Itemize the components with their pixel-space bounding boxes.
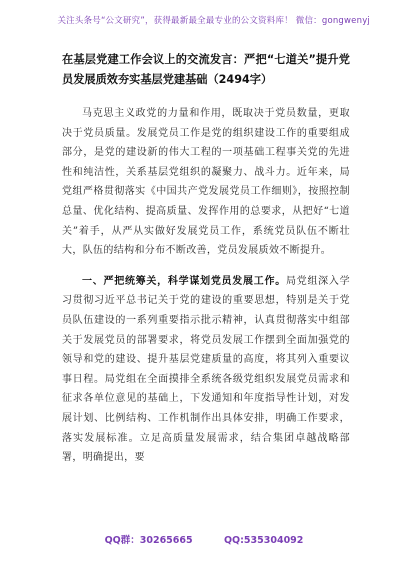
- document-body: [62, 50, 350, 479]
- section-1-body: 局党组深入学习贯彻习近平总书记关于党的建设的重要思想，特别是关于党员队伍建设的一系列重要指示批示精神，认真贯彻落实中组部关于发展党员的部署要求，将党员发展工作摆到全面加强党的领导和党的建设、提升基层党建质量的高度，将其列入重要议事日程。局党组在全面摸排全系统各级党组织发展党员需求和征求各单位意见的基础上，下发通知和年度指导性计划，对发展计划、比例结构、工作机制作出具体安排，明确工作要求，落实发展标准。立足高质量发展需求，结合集团卓越战略部署，明确提出，要: [62, 275, 350, 464]
- section-1-paragraph: [62, 272, 350, 468]
- footer-qq: QQ:535304092: [223, 535, 304, 546]
- footer-qq-group: QQ群：30265665: [104, 535, 193, 546]
- intro-paragraph: 马克思主义政党的力量和作用，既取决于党员数量，更取决于党员质量。发展党员工作是党的组织建设工作的重要组成部分，是党的建设新的伟大工程的一项基础工程事关党的先进性和纯洁性，关系基层党组织的凝聚力、战斗力。近年来，局党组严格贯彻落实《中国共产党发展党员工作细则》，按照控制总量、优化结构、提高质量、发挥作用的总要求，从把好“七道关”着手，从严从实做好发展党员工作，系统党员队伍不断壮大，队伍的结构和分布不断改善，党员发展质效不断提升。: [62, 108, 350, 257]
- document-title: 在基层党建工作会议上的交流发言：严把“七道关”提升党员发展质效夯实基层党建基础（2494字）: [62, 53, 350, 86]
- section-1-heading: 一、严把统筹关，科学谋划党员发展工作。: [82, 275, 286, 287]
- header-banner: 关注头条号“公文研究”，获得最新最全最专业的公文资料库！ 微信：gongwenyj: [57, 16, 370, 26]
- footer-banner: [0, 532, 408, 546]
